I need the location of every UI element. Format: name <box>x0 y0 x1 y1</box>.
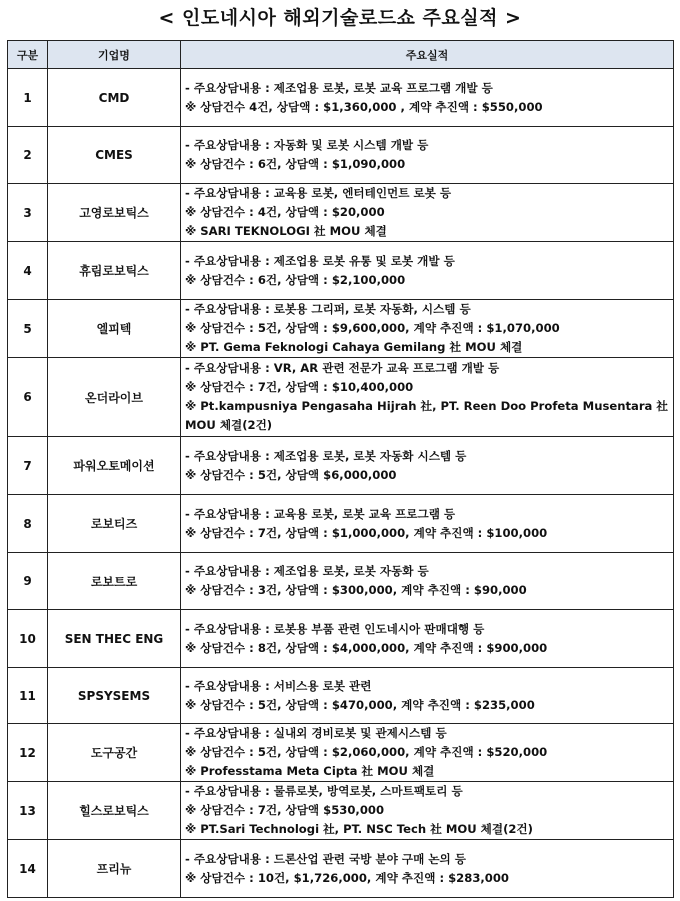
company-name: SPSYSEMS <box>48 668 181 724</box>
achievement-line: ※ 상담건수 : 8건, 상담액 : $4,000,000, 계약 추진액 : $900,000 <box>185 640 548 655</box>
achievement-line: ※ 상담건수 : 5건, 상담액 : $9,600,000, 계약 추진액 : $1,070,000 <box>185 321 560 335</box>
row-number: 13 <box>8 782 48 840</box>
achievement-line: - 주요상담내용 : 드론산업 관련 국방 분야 구매 논의 등 <box>185 851 466 866</box>
row-number: 11 <box>8 668 48 724</box>
table-row <box>8 610 674 668</box>
achievement-cell <box>181 437 674 495</box>
achievement-line: - 주요상담내용 : 제조업용 로봇 유통 및 로봇 개발 등 <box>185 253 455 268</box>
row-number: 8 <box>8 495 48 553</box>
achievement-line: - 주요상담내용 : 로봇용 그리퍼, 로봇 자동화, 시스템 등 <box>185 302 471 316</box>
table-row <box>8 358 674 437</box>
company-name: 휴림로보틱스 <box>48 242 181 300</box>
table-row <box>8 242 674 300</box>
table-header-row <box>8 41 674 69</box>
achievement-line: ※ 상담건수 : 7건, 상담액 : $10,400,000 <box>185 380 414 394</box>
achievement-line: - 주요상담내용 : VR, AR 관련 전문가 교육 프로그램 개발 등 <box>185 361 500 375</box>
table-row <box>8 840 674 898</box>
achievement-cell <box>181 840 674 898</box>
achievement-line: ※ 상담건수 : 6건, 상담액 : $2,100,000 <box>185 272 406 287</box>
achievement-line: - 주요상담내용 : 물류로봇, 방역로봇, 스마트팩토리 등 <box>185 784 463 798</box>
company-name: CMES <box>48 127 181 184</box>
achievement-line: - 주요상담내용 : 제조업용 로봇, 로봇 교육 프로그램 개발 등 <box>185 80 493 95</box>
row-number: 5 <box>8 300 48 358</box>
company-name: 프리뉴 <box>48 840 181 898</box>
company-name: 로보트로 <box>48 553 181 610</box>
achievement-cell <box>181 184 674 242</box>
achievement-cell <box>181 782 674 840</box>
achievement-line: - 주요상담내용 : 제조업용 로봇, 로봇 자동화 시스템 등 <box>185 448 467 463</box>
achievement-line: - 주요상담내용 : 교육용 로봇, 로봇 교육 프로그램 등 <box>185 506 456 521</box>
achievement-line: - 주요상담내용 : 로봇용 부품 관련 인도네시아 판매대행 등 <box>185 621 485 636</box>
row-number: 4 <box>8 242 48 300</box>
achievement-line: ※ 상담건수 : 5건, 상담액 : $470,000, 계약 추진액 : $235,000 <box>185 697 535 712</box>
row-number: 7 <box>8 437 48 495</box>
achievement-line: ※ 상담건수 4건, 상담액 : $1,360,000 , 계약 추진액 : $550,000 <box>185 99 543 114</box>
header-no: 구분 <box>8 41 48 69</box>
achievement-cell <box>181 300 674 358</box>
achievement-cell <box>181 553 674 610</box>
header-company: 기업명 <box>48 41 181 69</box>
company-name: 파워오토메이션 <box>48 437 181 495</box>
achievement-line: ※ 상담건수 : 7건, 상담액 $530,000 <box>185 803 385 817</box>
table-row <box>8 69 674 127</box>
achievement-line: ※ PT. Gema Feknologi Cahaya Gemilang 社 MOU 체결 <box>185 340 523 354</box>
achievement-line: ※ SARI TEKNOLOGI 社 MOU 체결 <box>185 224 387 238</box>
table-row <box>8 495 674 553</box>
company-name: 고영로보틱스 <box>48 184 181 242</box>
row-number: 2 <box>8 127 48 184</box>
company-name: SEN THEC ENG <box>48 610 181 668</box>
achievement-line: ※ 상담건수 : 7건, 상담액 : $1,000,000, 계약 추진액 : $100,000 <box>185 525 548 540</box>
table-row <box>8 437 674 495</box>
achievements-table <box>7 40 674 898</box>
achievement-line: ※ PT.Sari Technologi 社, PT. NSC Tech 社 MOU 체결(2건) <box>185 822 533 836</box>
row-number: 12 <box>8 724 48 782</box>
company-name: 로보티즈 <box>48 495 181 553</box>
achievement-line: ※ Professtama Meta Cipta 社 MOU 체결 <box>185 764 435 778</box>
company-name: 힐스로보틱스 <box>48 782 181 840</box>
header-achievement: 주요실적 <box>181 41 674 69</box>
achievement-cell <box>181 668 674 724</box>
achievement-line: - 주요상담내용 : 제조업용 로봇, 로봇 자동화 등 <box>185 564 429 578</box>
company-name: CMD <box>48 69 181 127</box>
achievement-line: - 주요상담내용 : 실내외 경비로봇 및 관제시스템 등 <box>185 726 447 740</box>
achievement-line: ※ 상담건수 : 5건, 상담액 : $2,060,000, 계약 추진액 : $520,000 <box>185 745 548 759</box>
table-row <box>8 300 674 358</box>
table-row <box>8 724 674 782</box>
achievement-cell <box>181 724 674 782</box>
achievement-line: ※ 상담건수 : 10건, $1,726,000, 계약 추진액 : $283,000 <box>185 870 509 885</box>
table-row <box>8 184 674 242</box>
achievement-cell <box>181 495 674 553</box>
achievement-line: ※ 상담건수 : 5건, 상담액 $6,000,000 <box>185 467 397 482</box>
table-row <box>8 782 674 840</box>
achievement-cell <box>181 358 674 437</box>
achievement-line: ※ 상담건수 : 4건, 상담액 : $20,000 <box>185 205 385 219</box>
achievement-line: - 주요상담내용 : 자동화 및 로봇 시스템 개발 등 <box>185 138 429 152</box>
row-number: 3 <box>8 184 48 242</box>
achievement-cell <box>181 69 674 127</box>
table-row <box>8 668 674 724</box>
achievement-line: - 주요상담내용 : 서비스용 로봇 관련 <box>185 678 372 693</box>
achievement-cell <box>181 127 674 184</box>
company-name: 엘피텍 <box>48 300 181 358</box>
company-name: 온더라이브 <box>48 358 181 437</box>
row-number: 10 <box>8 610 48 668</box>
achievement-line: ※ 상담건수 : 3건, 상담액 : $300,000, 계약 추진액 : $90,000 <box>185 583 527 597</box>
achievement-cell <box>181 610 674 668</box>
row-number: 1 <box>8 69 48 127</box>
page-title: < 인도네시아 해외기술로드쇼 주요실적 > <box>158 7 522 29</box>
row-number: 6 <box>8 358 48 437</box>
achievement-line: ※ 상담건수 : 6건, 상담액 : $1,090,000 <box>185 157 406 171</box>
achievement-cell <box>181 242 674 300</box>
row-number: 9 <box>8 553 48 610</box>
table-row <box>8 553 674 610</box>
table-row <box>8 127 674 184</box>
row-number: 14 <box>8 840 48 898</box>
achievement-line: ※ Pt.kampusniya Pengasaha Hijrah 社, PT. Reen Doo Profeta Musentara 社 MOU 체결(2건) <box>185 399 669 432</box>
company-name: 도구공간 <box>48 724 181 782</box>
achievement-line: - 주요상담내용 : 교육용 로봇, 엔터테인먼트 로봇 등 <box>185 186 452 200</box>
